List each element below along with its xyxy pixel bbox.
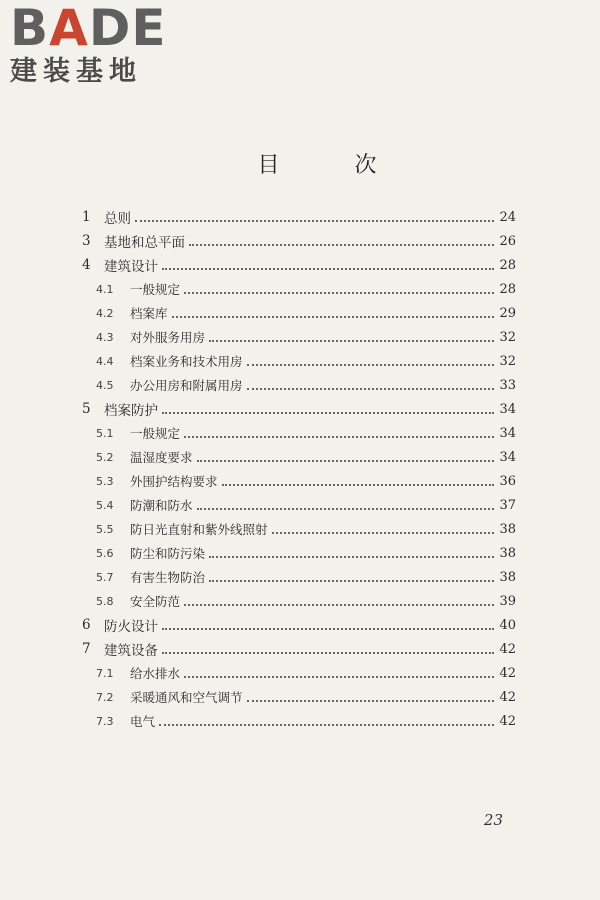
logo-letter-a: A xyxy=(49,0,89,57)
toc-entry-label: 一般规定 xyxy=(130,282,181,297)
logo-letters-prefix: B xyxy=(10,0,50,57)
toc-entry[interactable] xyxy=(82,253,516,277)
toc-entry-number: 5 xyxy=(82,401,91,417)
toc-leader-dots xyxy=(197,508,494,510)
toc-entry-label: 安全防范 xyxy=(130,594,181,609)
toc-entry[interactable] xyxy=(82,325,516,349)
toc-leader-dots xyxy=(272,532,494,534)
toc-entry-label: 总则 xyxy=(104,211,131,227)
toc-entry-label: 电气 xyxy=(130,714,156,729)
toc-leader-dots xyxy=(184,436,494,438)
toc-entry-number: 1 xyxy=(82,209,91,225)
toc-entry-page: 38 xyxy=(499,545,516,561)
toc-entry-label: 档案库 xyxy=(130,306,168,321)
toc-entry-page: 26 xyxy=(499,233,516,249)
logo-letters-suffix: DE xyxy=(88,0,167,57)
toc-entry-number: 5.6 xyxy=(96,546,114,560)
logo-wordmark xyxy=(10,0,180,57)
toc-leader-dots xyxy=(159,724,494,726)
toc-entry-page: 29 xyxy=(499,305,516,321)
toc-entry-number: 4.2 xyxy=(96,306,114,320)
toc-entry[interactable] xyxy=(82,637,516,661)
page-title: 目 次 xyxy=(257,153,411,178)
toc-entry-page: 34 xyxy=(499,401,516,417)
toc-entry-label: 建筑设计 xyxy=(104,259,158,275)
toc-entry-page: 42 xyxy=(499,713,516,729)
toc-entry-page: 28 xyxy=(499,281,516,297)
toc-leader-dots xyxy=(209,340,494,342)
toc-entry[interactable] xyxy=(82,301,516,325)
toc-entry[interactable] xyxy=(82,373,516,397)
toc-entry-number: 7.1 xyxy=(96,666,114,680)
toc-entry-label: 建筑设备 xyxy=(104,643,158,659)
toc-entry-number: 4.5 xyxy=(96,378,114,392)
toc-entry[interactable] xyxy=(82,349,516,373)
toc-entry-label: 对外服务用房 xyxy=(130,330,206,345)
toc-entry[interactable] xyxy=(82,277,516,301)
toc-entry-number: 6 xyxy=(82,617,91,633)
toc-entry[interactable] xyxy=(82,709,516,733)
toc-entry-number: 3 xyxy=(82,233,91,249)
toc-entry-number: 5.7 xyxy=(96,570,114,584)
toc-entry-label: 温湿度要求 xyxy=(130,450,193,465)
toc-entry-number: 5.8 xyxy=(96,594,114,608)
toc-leader-dots xyxy=(184,604,494,606)
toc-entry-page: 42 xyxy=(499,689,516,705)
toc-entry-label: 有害生物防治 xyxy=(130,570,206,585)
brand-logo xyxy=(10,2,180,98)
toc-entry-page: 42 xyxy=(499,665,516,681)
toc-entry[interactable] xyxy=(82,493,516,517)
toc-leader-dots xyxy=(197,460,494,462)
toc-entry-number: 5.5 xyxy=(96,522,114,536)
toc-entry-label: 基地和总平面 xyxy=(104,235,185,251)
toc-leader-dots xyxy=(172,316,494,318)
toc-entry[interactable] xyxy=(82,229,516,253)
toc-entry-label: 外围护结构要求 xyxy=(130,474,218,489)
toc-leader-dots xyxy=(247,388,494,390)
toc-entry-number: 5.3 xyxy=(96,474,114,488)
toc-entry[interactable] xyxy=(82,565,516,589)
toc-leader-dots xyxy=(247,700,494,702)
toc-entry[interactable] xyxy=(82,613,516,637)
toc-leader-dots xyxy=(135,220,494,222)
toc-entry-page: 34 xyxy=(499,449,516,465)
toc-entry-number: 7.3 xyxy=(96,714,114,728)
toc-entry-label: 防火设计 xyxy=(104,619,158,635)
toc-entry-number: 5.1 xyxy=(96,426,114,440)
toc-entry[interactable] xyxy=(82,541,516,565)
toc-entry-page: 37 xyxy=(499,497,516,513)
toc-leader-dots xyxy=(162,412,494,414)
toc-entry-number: 7 xyxy=(82,641,91,657)
toc-entry-page: 36 xyxy=(499,473,516,489)
toc-leader-dots xyxy=(189,244,494,246)
toc-entry-label: 档案防护 xyxy=(104,403,158,419)
toc-leader-dots xyxy=(162,628,494,630)
toc-entry-page: 39 xyxy=(499,593,516,609)
toc-entry[interactable] xyxy=(82,421,516,445)
toc-leader-dots xyxy=(222,484,494,486)
toc-leader-dots xyxy=(162,268,494,270)
toc-leader-dots xyxy=(184,292,494,294)
toc-entry-label: 防尘和防污染 xyxy=(130,546,206,561)
toc-entry-label: 档案业务和技术用房 xyxy=(130,354,243,369)
toc-entry-label: 防潮和防水 xyxy=(130,498,193,513)
toc-leader-dots xyxy=(184,676,494,678)
toc-entry-label: 办公用房和附属用房 xyxy=(130,378,243,393)
toc-entry-number: 7.2 xyxy=(96,690,114,704)
toc-entry[interactable] xyxy=(82,397,516,421)
page-number: 23 xyxy=(483,811,503,829)
table-of-contents xyxy=(82,205,516,733)
toc-leader-dots xyxy=(209,580,494,582)
toc-entry[interactable] xyxy=(82,445,516,469)
toc-entry[interactable] xyxy=(82,517,516,541)
toc-entry-number: 4.4 xyxy=(96,354,114,368)
toc-entry-page: 28 xyxy=(499,257,516,273)
toc-entry-number: 5.4 xyxy=(96,498,114,512)
toc-leader-dots xyxy=(209,556,494,558)
toc-entry[interactable] xyxy=(82,589,516,613)
toc-entry-page: 42 xyxy=(499,641,516,657)
toc-entry-label: 采暖通风和空气调节 xyxy=(130,690,243,705)
toc-entry-page: 38 xyxy=(499,569,516,585)
toc-entry[interactable] xyxy=(82,205,516,229)
toc-entry-page: 32 xyxy=(499,353,516,369)
toc-entry-number: 4.3 xyxy=(96,330,114,344)
toc-entry-number: 4.1 xyxy=(96,282,114,296)
toc-entry-page: 24 xyxy=(499,209,516,225)
toc-entry[interactable] xyxy=(82,469,516,493)
toc-entry[interactable] xyxy=(82,661,516,685)
toc-entry-page: 34 xyxy=(499,425,516,441)
toc-entry-number: 4 xyxy=(82,257,91,273)
toc-leader-dots xyxy=(162,652,494,654)
logo-subtitle: 建装基地 xyxy=(10,56,142,87)
toc-entry-label: 给水排水 xyxy=(130,666,181,681)
toc-leader-dots xyxy=(247,364,494,366)
toc-entry-page: 32 xyxy=(499,329,516,345)
toc-entry-page: 38 xyxy=(499,521,516,537)
toc-entry-page: 40 xyxy=(499,617,516,633)
toc-entry-page: 33 xyxy=(499,377,516,393)
toc-entry-label: 防日光直射和紫外线照射 xyxy=(130,522,268,537)
toc-entry-number: 5.2 xyxy=(96,450,114,464)
toc-entry-label: 一般规定 xyxy=(130,426,181,441)
toc-entry[interactable] xyxy=(82,685,516,709)
